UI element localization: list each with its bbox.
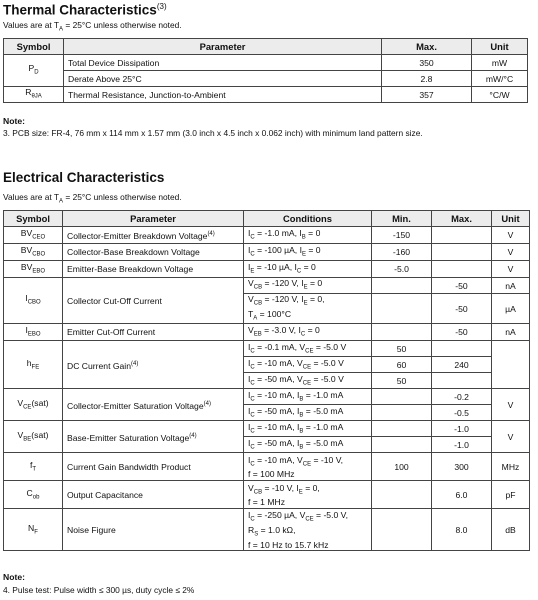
symbol-cell: $I_{EBO}$ (4, 324, 63, 341)
max-cell: 240 (432, 357, 492, 373)
electrical-subtitle: Values are at $T_A = 25^\circ C$ unless otherwise noted. (3, 192, 182, 205)
electrical-note-label: Note: (3, 572, 25, 582)
parameter-cell: Output Capacitance (63, 481, 244, 509)
table-header-row (4, 39, 528, 55)
min-cell (372, 437, 432, 453)
max-cell: -1.0 (432, 437, 492, 453)
max-cell: -1.0 (432, 421, 492, 437)
table-row (4, 389, 530, 405)
min-cell: 60 (372, 357, 432, 373)
table-row (4, 481, 530, 509)
thermal-note: 3. PCB size: FR-4, 76 mm x 114 mm x 1.57 mm (3.0 inch x 4.5 inch x 0.062 inch) with minimum land pattern size. (3, 128, 423, 138)
symbol-cell: $BV_{CBO}$ (4, 244, 63, 261)
conditions-cell: $I_C = -50$ mA, $I_B = -5.0$ mA (244, 405, 372, 421)
unit-cell: V (492, 244, 530, 261)
max-cell (432, 341, 492, 357)
table-row (4, 87, 528, 103)
col-header: Unit (472, 39, 528, 55)
col-header: Symbol (4, 211, 63, 227)
parameter-cell: Total Device Dissipation (64, 55, 382, 71)
thermal-note-label: Note: (3, 116, 25, 126)
symbol-cell: $h_{FE}$ (4, 341, 63, 389)
max-cell: 350 (382, 55, 472, 71)
conditions-cell: $V_{CB} = -10$ V, $I_E = 0$, f = 1 MHz (244, 481, 372, 509)
col-header: Parameter (64, 39, 382, 55)
unit-cell: V (492, 421, 530, 453)
table-row (4, 453, 530, 481)
unit-cell: V (492, 261, 530, 278)
max-cell: -50 (432, 324, 492, 341)
col-header: Symbol (4, 39, 64, 55)
unit-cell: V (492, 389, 530, 421)
table-row (4, 421, 530, 437)
table-row (4, 55, 528, 71)
electrical-title: Electrical Characteristics (3, 170, 165, 185)
min-cell (372, 481, 432, 509)
unit-cell: µA (492, 294, 530, 324)
thermal-table (3, 38, 528, 103)
max-cell: 357 (382, 87, 472, 103)
unit-cell: V (492, 227, 530, 244)
symbol-cell: $C_{ob}$ (4, 481, 63, 509)
conditions-cell: $I_C = -50$ mA, $V_{CE} = -5.0$ V (244, 373, 372, 389)
table-header-row (4, 211, 530, 227)
col-header: Unit (492, 211, 530, 227)
unit-cell: dB (492, 509, 530, 551)
unit-cell: mW (472, 55, 528, 71)
parameter-cell: Derate Above 25°C (64, 71, 382, 87)
conditions-cell: $I_C = -10$ mA, $V_{CE} = -10$ V, f = 100 MHz (244, 453, 372, 481)
parameter-cell: Collector-Emitter Saturation Voltage$^{(4)}$ (63, 389, 244, 421)
table-row (4, 261, 530, 278)
parameter-cell: Emitter Cut-Off Current (63, 324, 244, 341)
min-cell (372, 421, 432, 437)
symbol-cell: $BV_{EBO}$ (4, 261, 63, 278)
min-cell: -150 (372, 227, 432, 244)
parameter-cell: Collector Cut-Off Current (63, 278, 244, 324)
parameter-cell: Thermal Resistance, Junction-to-Ambient (64, 87, 382, 103)
table-row (4, 244, 530, 261)
symbol-cell: $P_D$ (4, 55, 64, 87)
thermal-title: Thermal Characteristics$^{(3)}$ (3, 2, 167, 18)
col-header: Parameter (63, 211, 244, 227)
min-cell (372, 278, 432, 294)
max-cell: 6.0 (432, 481, 492, 509)
max-cell (432, 261, 492, 278)
max-cell: -0.2 (432, 389, 492, 405)
parameter-cell: Collector-Base Breakdown Voltage (63, 244, 244, 261)
min-cell: -160 (372, 244, 432, 261)
max-cell: 300 (432, 453, 492, 481)
symbol-cell: $V_{BE}(sat)$ (4, 421, 63, 453)
parameter-cell: Emitter-Base Breakdown Voltage (63, 261, 244, 278)
col-header: Max. (382, 39, 472, 55)
unit-cell: nA (492, 324, 530, 341)
col-header: Conditions (244, 211, 372, 227)
min-cell: 100 (372, 453, 432, 481)
conditions-cell: $I_C = -1.0$ mA, $I_B = 0$ (244, 227, 372, 244)
table-row (4, 324, 530, 341)
conditions-cell: $I_C = -250$ µA, $V_{CE} = -5.0$ V, $R_S = 1.0$ kΩ, f = 10 Hz to 15.7 kHz (244, 509, 372, 551)
col-header: Max. (432, 211, 492, 227)
max-cell: 2.8 (382, 71, 472, 87)
conditions-cell: $V_{EB} = -3.0$ V, $I_C = 0$ (244, 324, 372, 341)
min-cell: -5.0 (372, 261, 432, 278)
unit-cell: mW/°C (472, 71, 528, 87)
max-cell (432, 244, 492, 261)
unit-cell: pF (492, 481, 530, 509)
min-cell: 50 (372, 373, 432, 389)
conditions-cell: $I_C = -100$ µA, $I_E = 0$ (244, 244, 372, 261)
unit-cell: nA (492, 278, 530, 294)
min-cell (372, 389, 432, 405)
table-row (4, 341, 530, 357)
table-row (4, 278, 530, 294)
symbol-cell: $BV_{CEO}$ (4, 227, 63, 244)
conditions-cell: $V_{CB} = -120$ V, $I_E = 0$ (244, 278, 372, 294)
conditions-cell: $I_C = -0.1$ mA, $V_{CE} = -5.0$ V (244, 341, 372, 357)
conditions-cell: $I_C = -10$ mA, $I_B = -1.0$ mA (244, 421, 372, 437)
parameter-cell: Current Gain Bandwidth Product (63, 453, 244, 481)
conditions-cell: $I_E = -10$ µA, $I_C = 0$ (244, 261, 372, 278)
max-cell: -0.5 (432, 405, 492, 421)
max-cell: -50 (432, 294, 492, 324)
parameter-cell: Base-Emitter Saturation Voltage$^{(4)}$ (63, 421, 244, 453)
thermal-subtitle: Values are at $T_A = 25^\circ C$ unless otherwise noted. (3, 20, 182, 33)
max-cell (432, 373, 492, 389)
unit-cell: °C/W (472, 87, 528, 103)
unit-cell (492, 341, 530, 389)
max-cell: 8.0 (432, 509, 492, 551)
symbol-cell: $I_{CBO}$ (4, 278, 63, 324)
parameter-cell: Noise Figure (63, 509, 244, 551)
parameter-cell: DC Current Gain$^{(4)}$ (63, 341, 244, 389)
conditions-cell: $I_C = -50$ mA, $I_B = -5.0$ mA (244, 437, 372, 453)
symbol-cell: $V_{CE}(sat)$ (4, 389, 63, 421)
conditions-cell: $I_C = -10$ mA, $I_B = -1.0$ mA (244, 389, 372, 405)
min-cell (372, 324, 432, 341)
table-row (4, 71, 528, 87)
parameter-cell: Collector-Emitter Breakdown Voltage$^{(4)}$ (63, 227, 244, 244)
symbol-cell: $R_{\theta JA}$ (4, 87, 64, 103)
min-cell (372, 294, 432, 324)
conditions-cell: $I_C = -10$ mA, $V_{CE} = -5.0$ V (244, 357, 372, 373)
max-cell: -50 (432, 278, 492, 294)
min-cell: 50 (372, 341, 432, 357)
min-cell (372, 509, 432, 551)
table-row (4, 227, 530, 244)
max-cell (432, 227, 492, 244)
electrical-note: 4. Pulse test: Pulse width ≤ 300 µs, duty cycle ≤ 2% (3, 585, 195, 595)
symbol-cell: $N_F$ (4, 509, 63, 551)
min-cell (372, 405, 432, 421)
col-header: Min. (372, 211, 432, 227)
conditions-cell: $V_{CB} = -120$ V, $I_E = 0$, $T_A = 100^\circ C$ (244, 294, 372, 324)
table-row (4, 509, 530, 551)
electrical-table (3, 210, 530, 551)
symbol-cell: $f_T$ (4, 453, 63, 481)
unit-cell: MHz (492, 453, 530, 481)
